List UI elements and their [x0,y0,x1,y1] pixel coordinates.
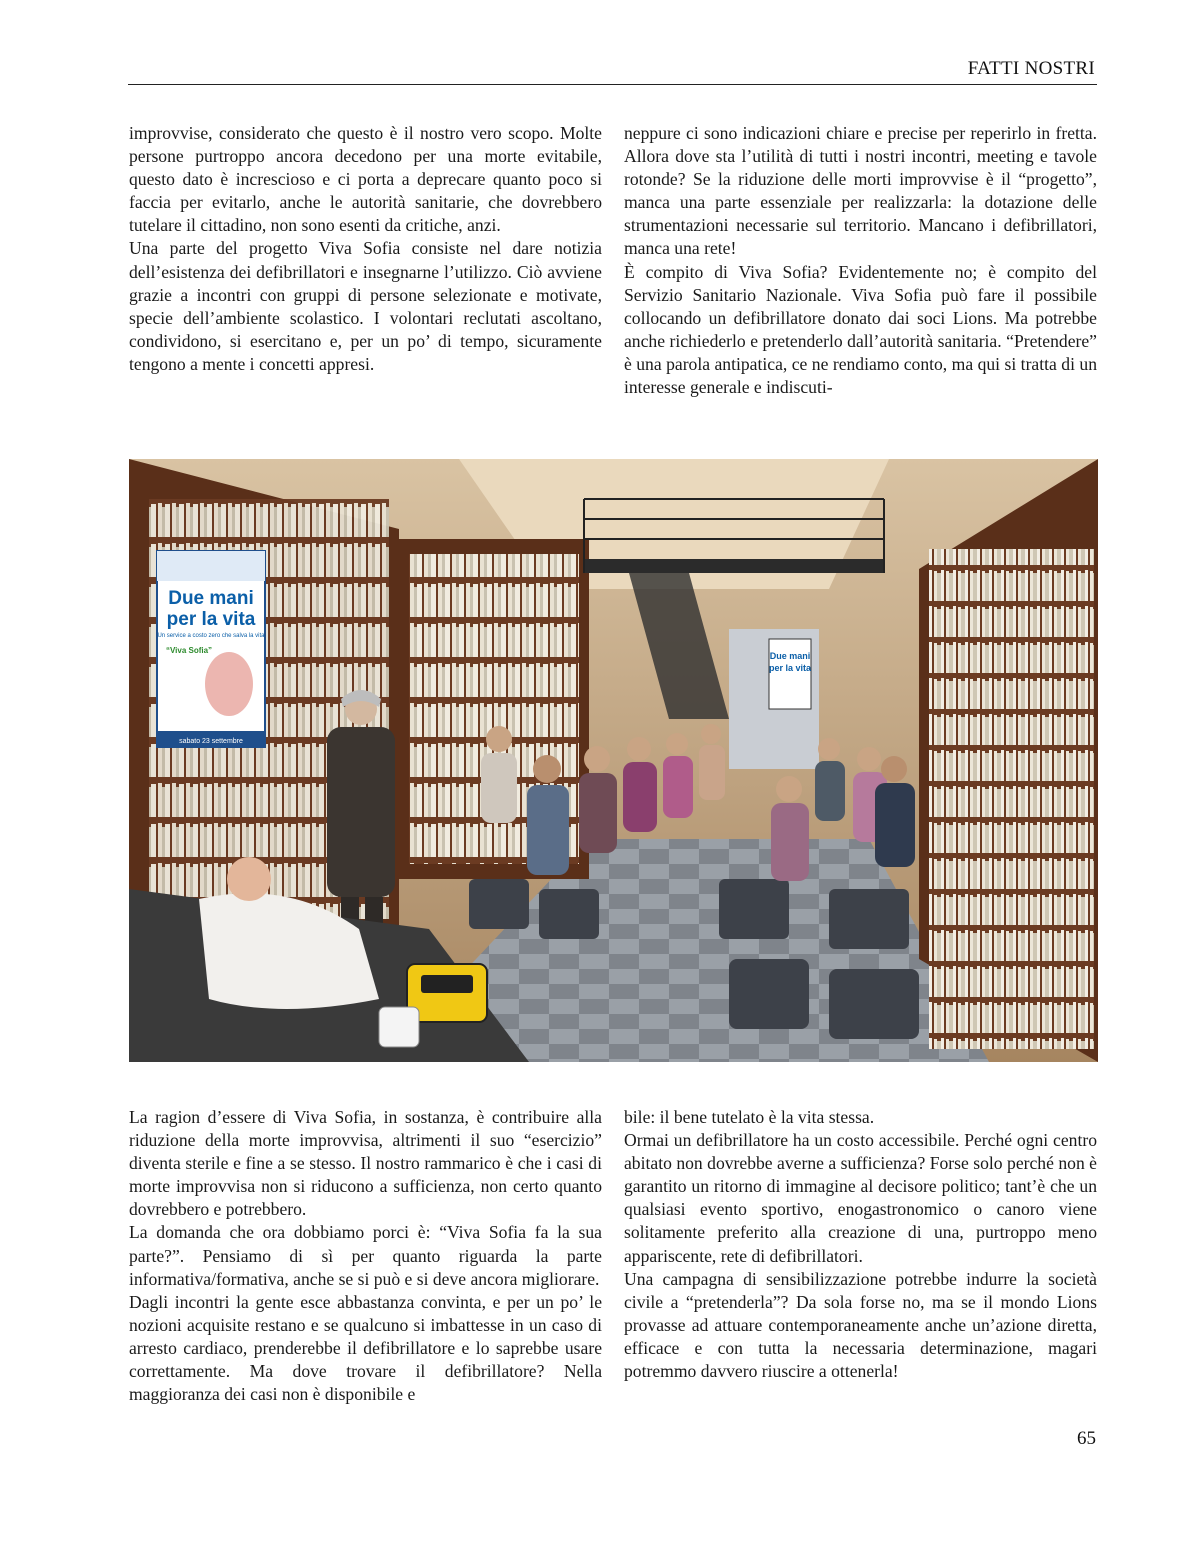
paragraph: improvvise, considerato che questo è il nostro vero scopo. Molte persone purtroppo ancora decedono per una morte evitabile, questo dato è increscioso e ci porta a deprecare quanto poco si faccia per evitarlo, anche le autorità sanitarie, che dovrebbero tutelare il cittadino, non sono esenti da critiche, anzi. [129,123,602,236]
column-right-bottom [624,1106,1097,1383]
header-rule [128,84,1097,85]
paragraph: È compito di Viva Sofia? Evidentemente no; è compito del Servizio Sanitario Nazionale. Viva Sofia può fare il possibile collocando un defibrillatore donato dai soci Lions. Ma potrebbe anche richiederlo e pretenderlo dall’autorità sanitaria. “Pretendere” è una parola antipatica, ce ne rendiamo conto, ma qui si tratta di un interesse generale e indiscuti- [624,261,1097,398]
paragraph: Una parte del progetto Viva Sofia consiste nel dare notizia dell’esistenza dei defibrillatori e insegnarne l’utilizzo. Ciò avviene grazie a incontri con gruppi di persone selezionate e motivate, specie dell’ambiente scolastico. I volontari reclutati ascoltano, condividono, si esercitano e, per un po’ di tempo, sicuramente tengono a mente i concetti appresi. [129,238,602,374]
paragraph: Ormai un defibrillatore ha un costo accessibile. Perché ogni centro abitato non dovrebbe averne a sufficienza? Forse solo perché non è garantito un ritorno di immagine al decisore politico; tant’è che un qualsiasi evento sportivo, enogastronomico o canoro viene solitamente preferito alla creazione di una, purtroppo meno appariscente, rete di defibrillatori. [624,1130,1097,1266]
column-right-top [624,122,1097,399]
library-meeting-illustration [129,459,1098,1062]
poster [157,551,265,747]
poster-title-line1: Due mani [168,588,254,609]
far-poster-line1: Due mani [769,651,811,661]
paragraph: bile: il bene tutelato è la vita stessa. [624,1107,875,1127]
paragraph: Dagli incontri la gente esce abbastanza convinta, e per un po’ le nozioni acquisite restano e se qualcuno si imbattesse in un caso di arresto cardiaco, prenderebbe il defibrillatore e lo saprebbe usare correttamente. Ma dove trovare il defibrillatore? Nella maggioranza dei casi non è disponibile e [129,1291,602,1405]
section-title: FATTI NOSTRI [967,58,1095,79]
column-left-top [129,122,602,376]
far-poster-line2: per la vita [768,663,812,673]
page-number: 65 [1077,1428,1096,1449]
paragraph: neppure ci sono indicazioni chiare e precise per reperirlo in fretta. Allora dove sta l’utilità di tutti i nostri incontri, meeting e tavole rotonde? Se la riduzione delle morti improvvise è il “progetto”, manca una parte essenziale per realizzarla: la dotazione delle strumentazioni necessarie sul territorio. Mancano i defibrillatori, manca una rete! [624,123,1097,259]
poster-subtitle: Un service a costo zero che salva la vita [157,633,265,639]
meeting-photo [129,459,1098,1062]
poster-project: “Viva Sofia” [165,646,213,655]
paragraph: Una campagna di sensibilizzazione potrebbe indurre la società civile a “pretenderla”? Da sola forse no, ma se il mondo Lions provasse ad attuare contemporaneamente anche un’azione diretta, efficace e con tutta la necessaria determinazione, magari potremmo davvero riuscire a ottenerla! [624,1268,1097,1382]
poster-footer: sabato 23 settembre [179,738,243,745]
paragraph: La domanda che ora dobbiamo porci è: “Viva Sofia fa la sua parte?”. Pensiamo di sì per quanto riguarda la parte informativa/formativa, anche se si può e si deve ancora migliorare. [129,1222,602,1289]
paragraph: La ragion d’essere di Viva Sofia, in sostanza, è contribuire alla riduzione della morte improvvisa, altrimenti il suo “esercizio” diventa sterile e fine a se stesso. Il nostro rammarico è che i casi di morte improvvisa non si riducono a sufficienza, non certo quanto dovrebbero e potrebbero. [129,1107,602,1220]
poster-title-line2: per la vita [166,609,256,630]
column-left-bottom [129,1106,602,1406]
